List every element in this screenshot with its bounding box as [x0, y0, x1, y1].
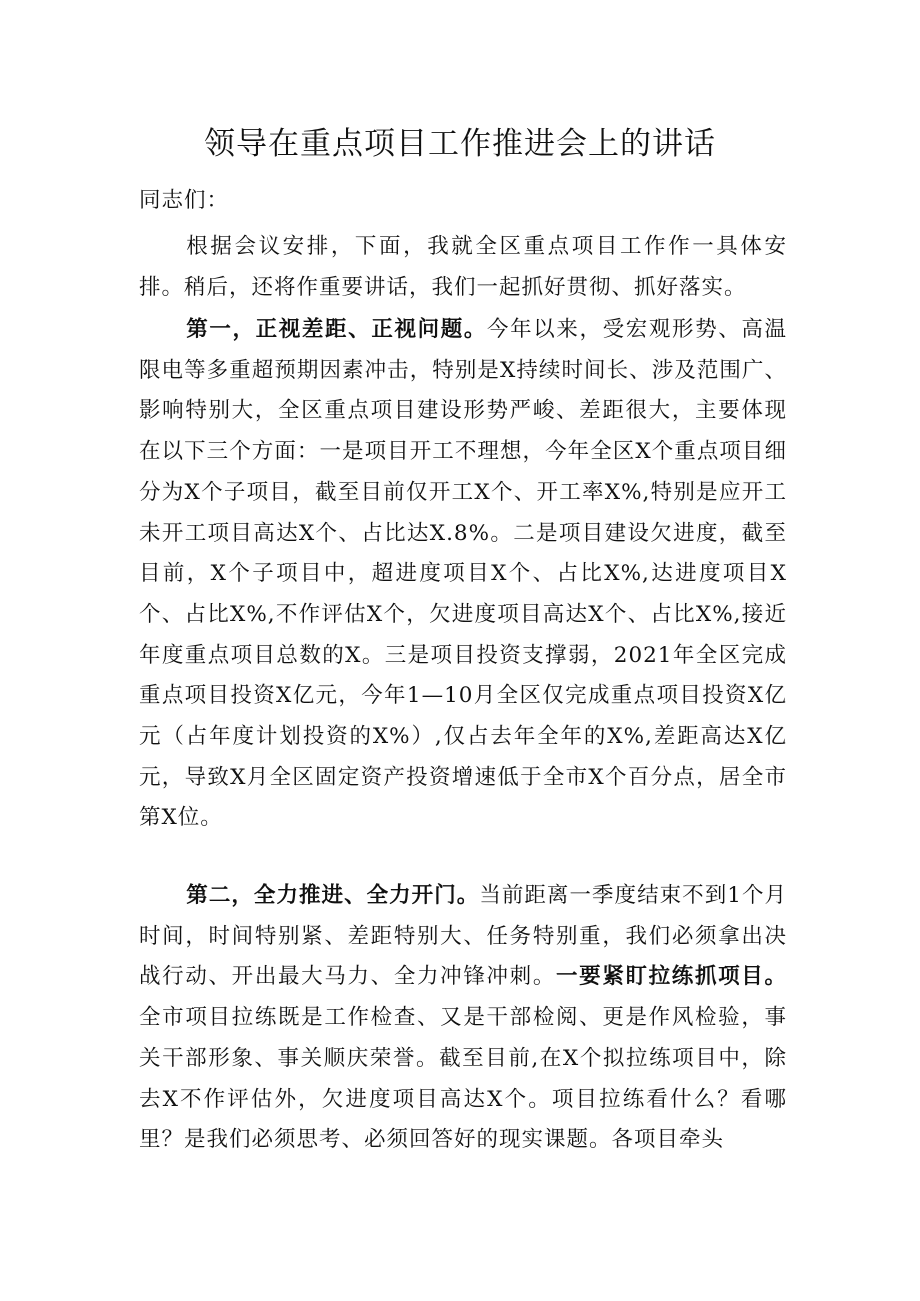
paragraph-intro-text: 根据会议安排，下面，我就全区重点项目工作作一具体安排。稍后，还将作重要讲话，我们一起抓好贯彻、抓好落实。	[139, 234, 787, 300]
paragraph-intro	[139, 227, 787, 308]
first-point-text: 今年以来，受宏观形势、高温限电等多重超预期因素冲击，特别是X持续时间长、涉及范围广、影响特别大，全区重点项目建设形势严峻、差距很大，主要体现在以下三个方面：一是项目开工不理想，今年全区X个重点项目细分为X个子项目，截至目前仅开工X个、开工率X%,特别是应开工未开工项目高达X个、占比达X.8%。二是项目建设欠进度，截至目前，X个子项目中，超进度项目X个、占比X%,达进度项目X个、占比X%,不作评估X个，欠进度项目高达X个、占比X%,接近年度重点项目总数的X。三是项目投资支撑弱，2021年全区完成重点项目投资X亿元，今年1—10月全区仅完成重点项目投资X亿元（占年度计划投资的X%）,仅占去年全年的X%,差距高达X亿元，导致X月全区固定资产投资增速低于全市X个百分点，居全市第X位。	[139, 317, 787, 831]
paragraph-second-point	[139, 876, 787, 1161]
first-point-heading: 第一，正视差距、正视问题。	[186, 317, 487, 342]
salutation: 同志们：	[139, 188, 230, 213]
document-title: 领导在重点项目工作推进会上的讲话	[204, 126, 716, 162]
second-point-text-a: 当前距离一季度结束不到1个月时间，时间特别紧、差距特别大、任务特别重，我们必须拿出决战行动、开出最大马力、全力冲锋冲刺。	[139, 883, 787, 990]
paragraph-first-point	[139, 310, 787, 839]
second-point-heading: 第二，全力推进、全力开门。	[186, 883, 480, 908]
second-point-subheading: 一要紧盯拉练抓项目。	[555, 964, 787, 990]
second-point-text-b: 全市项目拉练既是工作检查、又是干部检阅、更是作风检验，事关干部形象、事关顺庆荣誉。截至目前,在X个拟拉练项目中，除去X不作评估外，欠进度项目高达X个。项目拉练看什么？看哪里？是我们必须思考、必须回答好的现实课题。各项目牵头	[139, 1005, 787, 1153]
